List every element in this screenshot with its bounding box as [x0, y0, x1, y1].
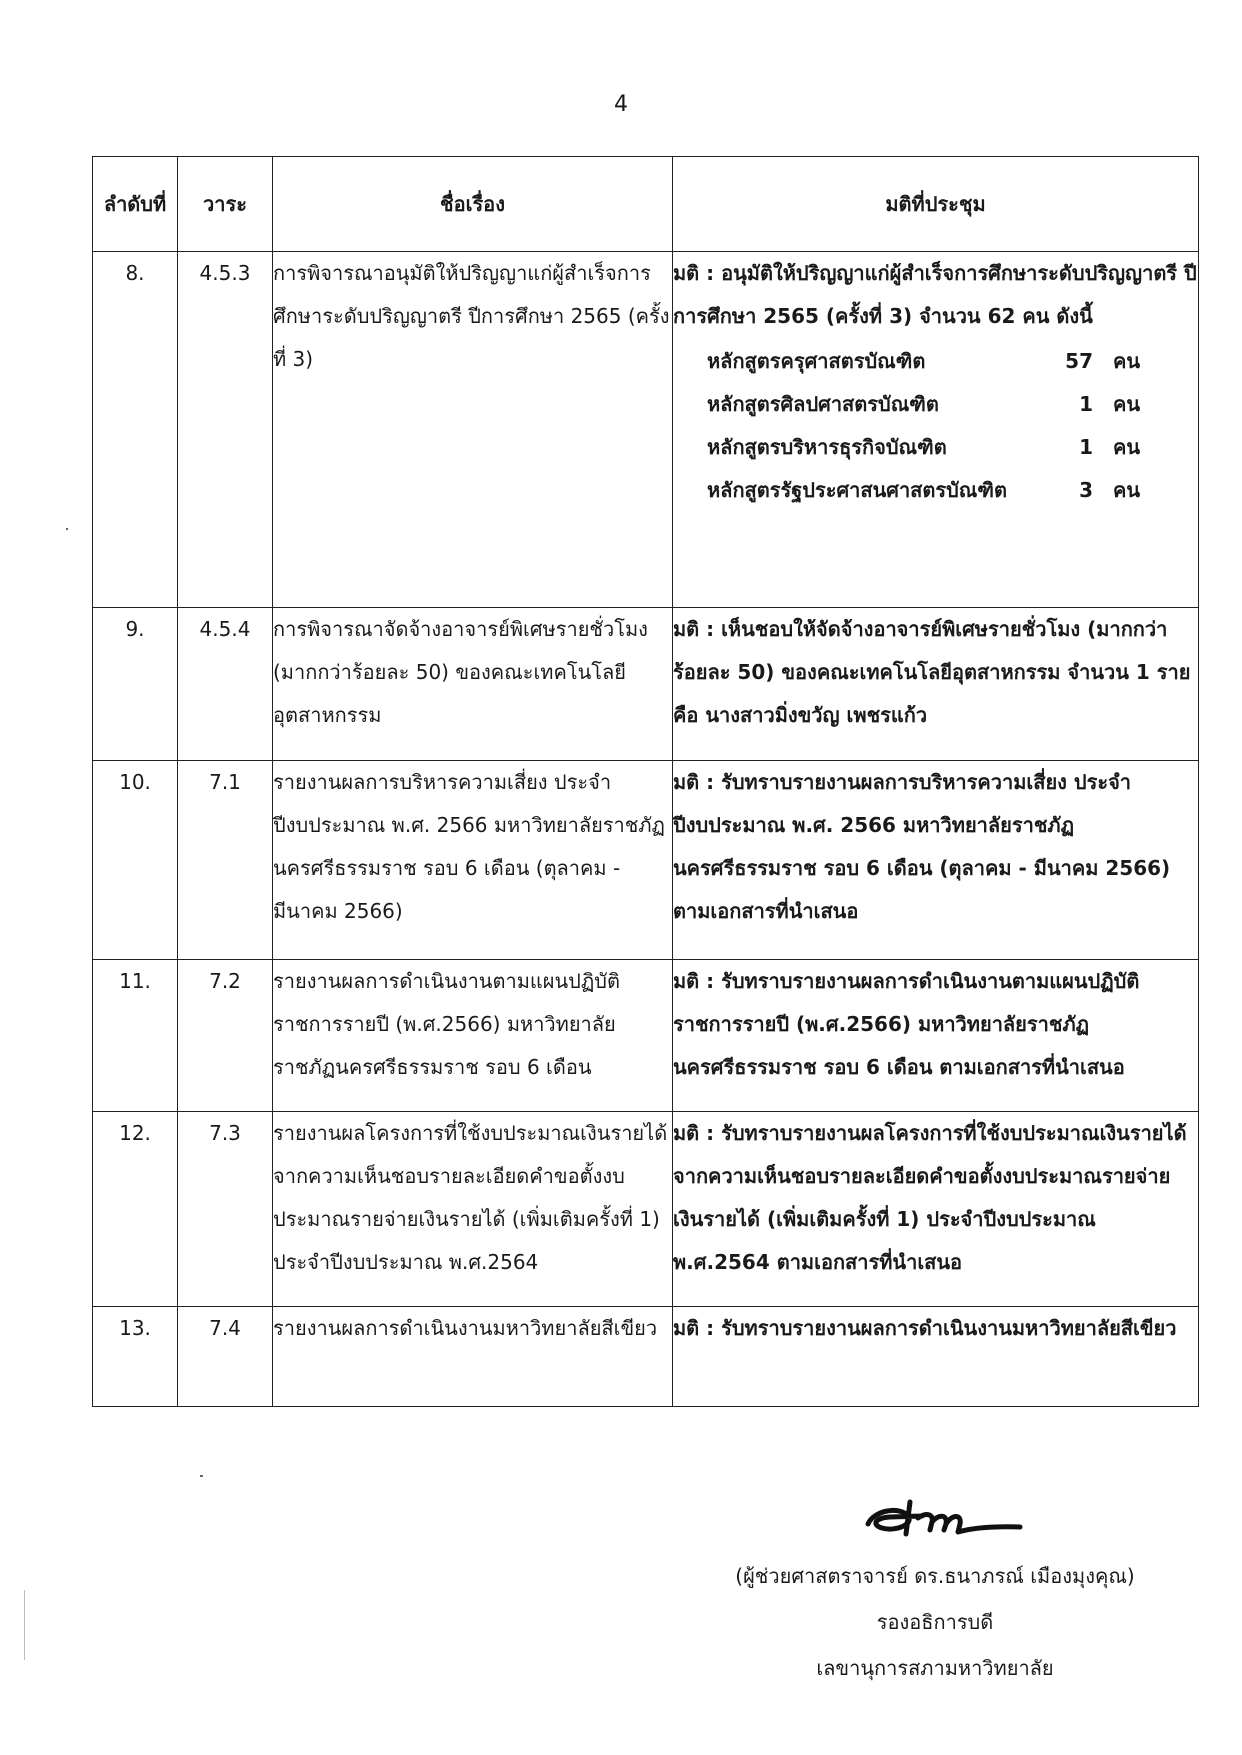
- row-agenda: 7.4: [178, 1307, 273, 1407]
- table-header-row: [93, 157, 1199, 252]
- row-agenda: 7.2: [178, 960, 273, 1112]
- scan-speck: [200, 1475, 203, 1477]
- subject-text: รายงานผลการดำเนินงานตามแผนปฏิบัติราชการรายปี (พ.ศ.2566) มหาวิทยาลัยราชภัฏนครศรีธรรมราช รอบ 6 เดือน: [273, 969, 620, 1079]
- count-unit: คน: [1113, 392, 1141, 416]
- page-number: 4: [614, 92, 628, 117]
- graduate-count: 1: [1079, 392, 1093, 416]
- program-name: หลักสูตรครุศาสตรบัณฑิต: [707, 349, 926, 373]
- program-name: หลักสูตรศิลปศาสตรบัณฑิต: [707, 392, 939, 416]
- row-subject: [273, 252, 673, 608]
- row-no: 13.: [93, 1307, 178, 1407]
- subject-text: การพิจารณาจัดจ้างอาจารย์พิเศษรายชั่วโมง (มากกว่าร้อยละ 50) ของคณะเทคโนโลยีอุตสาหกรรม: [273, 617, 648, 727]
- row-resolution: [673, 960, 1199, 1112]
- resolution-text: มติ : รับทราบรายงานผลการบริหารความเสี่ยง ประจำปีงบประมาณ พ.ศ. 2566 มหาวิทยาลัยราชภัฏนครศรีธรรมราช รอบ 6 เดือน (ตุลาคม - มีนาคม 2566) ตามเอกสารที่นำเสนอ: [673, 770, 1171, 923]
- table-row: [93, 252, 1199, 608]
- graduate-count: 3: [1079, 478, 1093, 502]
- header-no: ลำดับที่: [93, 157, 178, 252]
- subject-text: รายงานผลการบริหารความเสี่ยง ประจำปีงบประมาณ พ.ศ. 2566 มหาวิทยาลัยราชภัฏนครศรีธรรมราช รอบ 6 เดือน (ตุลาคม - มีนาคม 2566): [273, 770, 665, 923]
- row-subject: [273, 1307, 673, 1407]
- graduate-count-list: [707, 340, 1198, 512]
- count-unit: คน: [1113, 478, 1141, 502]
- row-resolution: [673, 761, 1199, 960]
- list-item: [707, 383, 1198, 426]
- table-row: [93, 960, 1199, 1112]
- resolution-text: มติ : รับทราบรายงานผลโครงการที่ใช้งบประมาณเงินรายได้ จากความเห็นชอบรายละเอียดคำขอตั้งงบประมาณรายจ่ายเงินรายได้ (เพิ่มเติมครั้งที่ 1) ประจำปีงบประมาณ พ.ศ.2564 ตามเอกสารที่นำเสนอ: [673, 1121, 1187, 1274]
- row-subject: [273, 960, 673, 1112]
- row-subject: [273, 761, 673, 960]
- row-subject: [273, 1112, 673, 1307]
- table-row: [93, 761, 1199, 960]
- signatory-position: รองอธิการบดี: [876, 1610, 994, 1634]
- scan-edge-line: [24, 1590, 25, 1660]
- header-resolution: มติที่ประชุม: [673, 157, 1199, 252]
- row-agenda: 7.1: [178, 761, 273, 960]
- row-no: 10.: [93, 761, 178, 960]
- subject-text: การพิจารณาอนุมัติให้ปริญญาแก่ผู้สำเร็จการศึกษาระดับปริญญาตรี ปีการศึกษา 2565 (ครั้งที่ 3): [273, 261, 670, 371]
- resolution-text: มติ : เห็นชอบให้จัดจ้างอาจารย์พิเศษรายชั่วโมง (มากกว่าร้อยละ 50) ของคณะเทคโนโลยีอุตสาหกรรม จำนวน 1 ราย คือ นางสาวมิ่งขวัญ เพชรแก้ว: [673, 617, 1191, 727]
- row-resolution: [673, 608, 1199, 761]
- subject-text: รายงานผลการดำเนินงานมหาวิทยาลัยสีเขียว: [273, 1316, 658, 1340]
- count-unit: คน: [1113, 435, 1141, 459]
- table-row: [93, 1307, 1199, 1407]
- scan-speck: [66, 528, 68, 530]
- program-name: หลักสูตรบริหารธุรกิจบัณฑิต: [707, 435, 947, 459]
- list-item: [707, 469, 1198, 512]
- row-no: 9.: [93, 608, 178, 761]
- subject-text: รายงานผลโครงการที่ใช้งบประมาณเงินรายได้ จากความเห็นชอบรายละเอียดคำขอตั้งงบประมาณรายจ่ายเงินรายได้ (เพิ่มเติมครั้งที่ 1) ประจำปีงบประมาณ พ.ศ.2564: [273, 1121, 668, 1274]
- count-unit: คน: [1113, 349, 1141, 373]
- list-item: [707, 340, 1198, 383]
- signatory-role: เลขานุการสภามหาวิทยาลัย: [816, 1656, 1054, 1680]
- header-agenda: วาระ: [178, 157, 273, 252]
- resolution-text: มติ : รับทราบรายงานผลการดำเนินงานตามแผนปฏิบัติราชการรายปี (พ.ศ.2566) มหาวิทยาลัยราชภัฏนครศรีธรรมราช รอบ 6 เดือน ตามเอกสารที่นำเสนอ: [673, 969, 1140, 1079]
- row-no: 12.: [93, 1112, 178, 1307]
- header-subject: ชื่อเรื่อง: [273, 157, 673, 252]
- handwritten-signature: [860, 1490, 1030, 1550]
- graduate-count: 57: [1065, 349, 1093, 373]
- program-name: หลักสูตรรัฐประศาสนศาสตรบัณฑิต: [707, 478, 1007, 502]
- row-agenda: 4.5.3: [178, 252, 273, 608]
- row-agenda: 4.5.4: [178, 608, 273, 761]
- table-row: [93, 1112, 1199, 1307]
- row-subject: [273, 608, 673, 761]
- minutes-table: [92, 156, 1199, 1407]
- table-row: [93, 608, 1199, 761]
- resolution-text: มติ : รับทราบรายงานผลการดำเนินงานมหาวิทยาลัยสีเขียว: [673, 1316, 1177, 1340]
- row-agenda: 7.3: [178, 1112, 273, 1307]
- row-resolution: [673, 1112, 1199, 1307]
- row-no: 8.: [93, 252, 178, 608]
- row-no: 11.: [93, 960, 178, 1112]
- row-resolution: [673, 252, 1199, 608]
- resolution-text: มติ : อนุมัติให้ปริญญาแก่ผู้สำเร็จการศึกษาระดับปริญญาตรี ปีการศึกษา 2565 (ครั้งที่ 3) จำนวน 62 คน ดังนี้: [673, 261, 1197, 328]
- row-resolution: [673, 1307, 1199, 1407]
- list-item: [707, 426, 1198, 469]
- signatory-name: (ผู้ช่วยศาสตราจารย์ ดร.ธนาภรณ์ เมืองมุงคุณ): [735, 1564, 1135, 1588]
- graduate-count: 1: [1079, 435, 1093, 459]
